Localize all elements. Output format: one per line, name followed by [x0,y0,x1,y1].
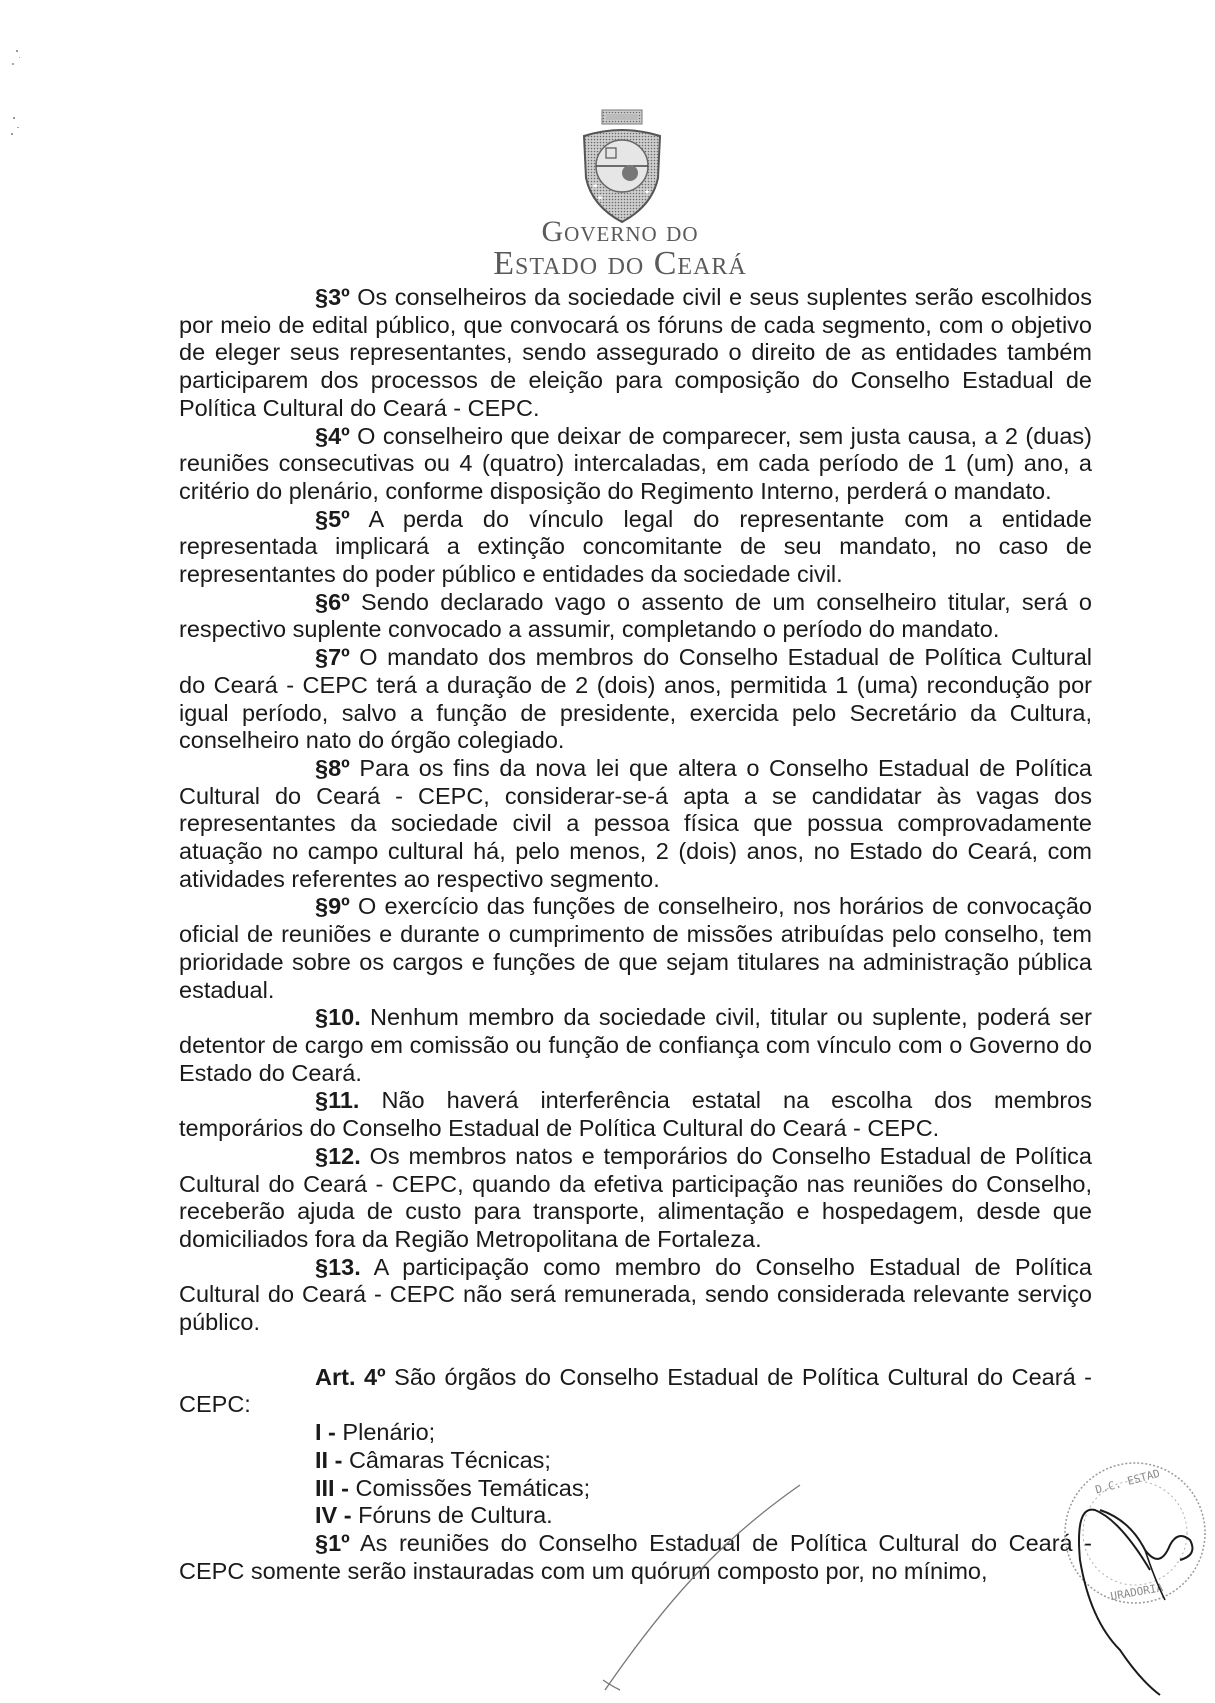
section-gap [179,1337,1092,1364]
paragraph-text: Os membros natos e temporários do Conselho Estadual de Política Cultural do Ceará - CEPC, quando da efetiva participação nas reuniões do Conselho, receberão ajuda de custo para transporte, alimentação e hospedagem, desde que domiciliados fora da Região Metropolitana de Fortaleza. [179,1142,1092,1252]
article-label: Art. 4º [315,1363,386,1390]
paragraph-12 [179,1143,1092,1254]
paragraph-label: §5º [315,505,350,532]
document-body [179,284,1092,1585]
paragraph-text: Nenhum membro da sociedade civil, titular ou suplente, poderá ser detentor de cargo em comissão ou função de confiança com vínculo com o Governo do Estado do Ceará. [179,1004,1092,1086]
paragraph-label: §4º [315,422,350,449]
paragraph-text: Sendo declarado vago o assento de um conselheiro titular, será o respectivo suplente convocado a assumir, completando o período do mandato. [179,588,1092,643]
paragraph-text: As reuniões do Conselho Estadual de Política Cultural do Ceará - CEPC somente serão instauradas com um quórum composto por, no mínimo, [179,1529,1092,1584]
item-text: Câmaras Técnicas; [342,1446,551,1473]
article-4-item-2 [179,1447,1092,1475]
paragraph-label: §11. [315,1087,360,1114]
paragraph-label: §7º [315,644,350,671]
paragraph-text: O exercício das funções de conselheiro, nos horários de convocação oficial de reuniões e durante o cumprimento de missões atribuídas pelo conselho, tem prioridade sobre os cargos e funções de que sejam titulares na administração pública estadual. [179,893,1092,1003]
svg-text:★: ★ [592,182,599,190]
paragraph-text: A participação como membro do Conselho Estadual de Política Cultural do Ceará - CEPC não será remunerada, sendo considerada relevante serviço público. [179,1253,1092,1336]
paragraph-label: §13. [315,1253,361,1280]
item-label: I - [315,1419,336,1446]
svg-text:★: ★ [644,188,651,196]
paragraph-label: §6º [315,588,350,615]
paragraph-8 [179,755,1092,894]
article-text: São órgãos do Conselho Estadual de Política Cultural do Ceará - CEPC: [179,1363,1092,1418]
paragraph-text: A perda do vínculo legal do representante com a entidade representada implicará a extinção concomitante de seu mandato, no caso de representantes do poder público e entidades da sociedade civil. [179,505,1092,588]
article-4 [179,1364,1092,1419]
paragraph-3 [179,284,1092,423]
svg-text:D.C. ESTAD: D.C. ESTAD [1093,1466,1162,1497]
pen-stroke-mark [600,1480,830,1695]
paragraph-label: §1º [315,1529,350,1556]
item-label: IV - [315,1502,352,1529]
paragraph-7 [179,644,1092,755]
svg-text:★: ★ [597,194,604,202]
handwritten-signature-icon [1060,1450,1215,1700]
header-title-line2: Estado do Ceará [493,245,747,282]
paragraph-6 [179,589,1092,644]
item-text: Plenário; [335,1419,436,1446]
paragraph-text: O mandato dos membros do Conselho Estadual de Política Cultural do Ceará - CEPC terá a duração de 2 (dois) anos, permitida 1 (uma) recondução por igual período, salvo a função de presidente, exercida pelo Secretário da Cultura, conselheiro nato do órgão colegiado. [179,644,1092,754]
item-label: III - [315,1474,349,1501]
paragraph-text: Para os fins da nova lei que altera o Conselho Estadual de Política Cultural do Ceará - CEPC, considerar-se-á apta a se candidatar às vagas dos representantes da sociedade civil a pessoa física que possua comprovadamente atuação no campo cultural há, pelo menos, 2 (dois) anos, no Estado do Ceará, com atividades referentes ao respectivo segmento. [179,754,1092,892]
paragraph-text: Não haverá interferência estatal na escolha dos membros temporários do Conselho Estadual de Política Cultural do Ceará - CEPC. [179,1087,1092,1142]
paragraph-10 [179,1004,1092,1087]
header-title-line1: Governo do [541,215,699,248]
paragraph-5 [179,506,1092,589]
paragraph-4 [179,423,1092,506]
svg-text:URADORIA: URADORIA [1109,1581,1164,1604]
item-label: II - [315,1446,343,1473]
state-coat-of-arms-icon [572,108,672,228]
paragraph-text: Os conselheiros da sociedade civil e seus suplentes serão escolhidos por meio de edital público, que convocará os fóruns de cada segmento, com o objetivo de eleger seus representantes, sendo assegurado o direito de as entidades também participarem dos processos de eleição para composição do Conselho Estadual de Política Cultural do Ceará - CEPC. [179,284,1092,421]
paragraph-label: §10. [315,1004,361,1031]
paragraph-11 [179,1087,1092,1142]
paragraph-label: §9º [315,893,350,920]
scan-noise-specks [8,45,28,145]
paragraph-label: §3º [315,284,350,310]
item-text: Comissões Temáticas; [348,1474,591,1501]
paragraph-label: §8º [315,754,350,781]
article-4-item-1 [179,1419,1092,1447]
paragraph-9 [179,893,1092,1004]
paragraph-label: §12. [315,1142,361,1169]
paragraph-13 [179,1254,1092,1337]
item-text: Fóruns de Cultura. [351,1502,553,1529]
paragraph-text: O conselheiro que deixar de comparecer, sem justa causa, a 2 (duas) reuniões consecutivas ou 4 (quatro) intercaladas, em cada período de 1 (um) ano, a critério do plenário, conforme disposição do Regimento Interno, perderá o mandato. [179,422,1092,504]
